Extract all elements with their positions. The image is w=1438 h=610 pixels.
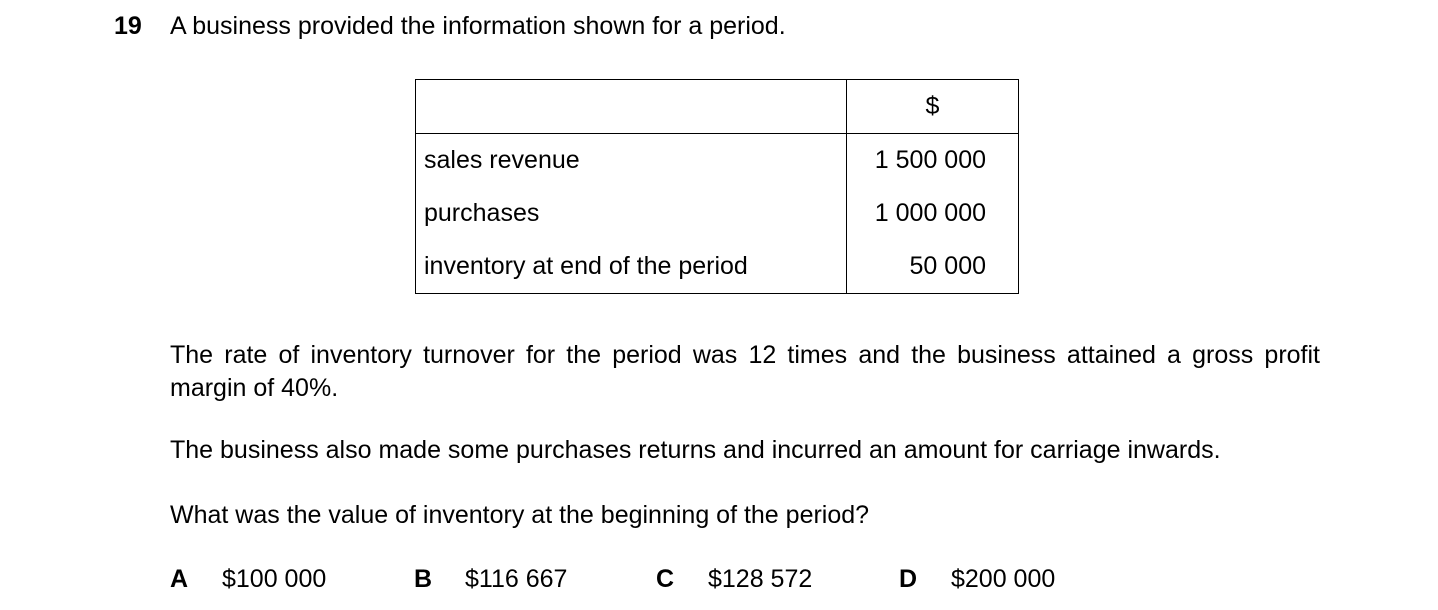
question-prompt: What was the value of inventory at the beginning of the period?	[170, 501, 870, 529]
row-amount: 50 000	[847, 240, 1019, 294]
row-amount: 1 500 000	[847, 134, 1019, 188]
option-c-value[interactable]: $128 572	[708, 565, 813, 593]
table-header-blank-cell	[416, 80, 847, 134]
row-label: inventory at end of the period	[416, 240, 847, 294]
information-table	[415, 79, 1019, 294]
row-amount: 1 000 000	[847, 187, 1019, 240]
table-row	[416, 187, 1019, 240]
currency-header: $	[847, 80, 1019, 134]
option-b-letter[interactable]: B	[414, 565, 433, 593]
option-d-value[interactable]: $200 000	[951, 565, 1056, 593]
table-row	[416, 240, 1019, 294]
option-a-letter[interactable]: A	[170, 565, 189, 593]
option-c-letter[interactable]: C	[656, 565, 675, 593]
answer-options	[0, 565, 1438, 600]
option-d-letter[interactable]: D	[899, 565, 918, 593]
turnover-statement: The rate of inventory turnover for the period was 12 times and the business attained a gross profit margin of 40%.	[170, 341, 1320, 402]
question-intro: A business provided the information shown for a period.	[170, 12, 786, 40]
table-header-row	[416, 80, 1019, 134]
table-row	[416, 134, 1019, 188]
returns-statement: The business also made some purchases returns and incurred an amount for carriage inwards.	[170, 436, 1221, 464]
option-b-value[interactable]: $116 667	[465, 565, 568, 593]
option-a-value[interactable]: $100 000	[222, 565, 327, 593]
row-label: sales revenue	[416, 134, 847, 188]
question-number: 19	[114, 12, 142, 40]
row-label: purchases	[416, 187, 847, 240]
